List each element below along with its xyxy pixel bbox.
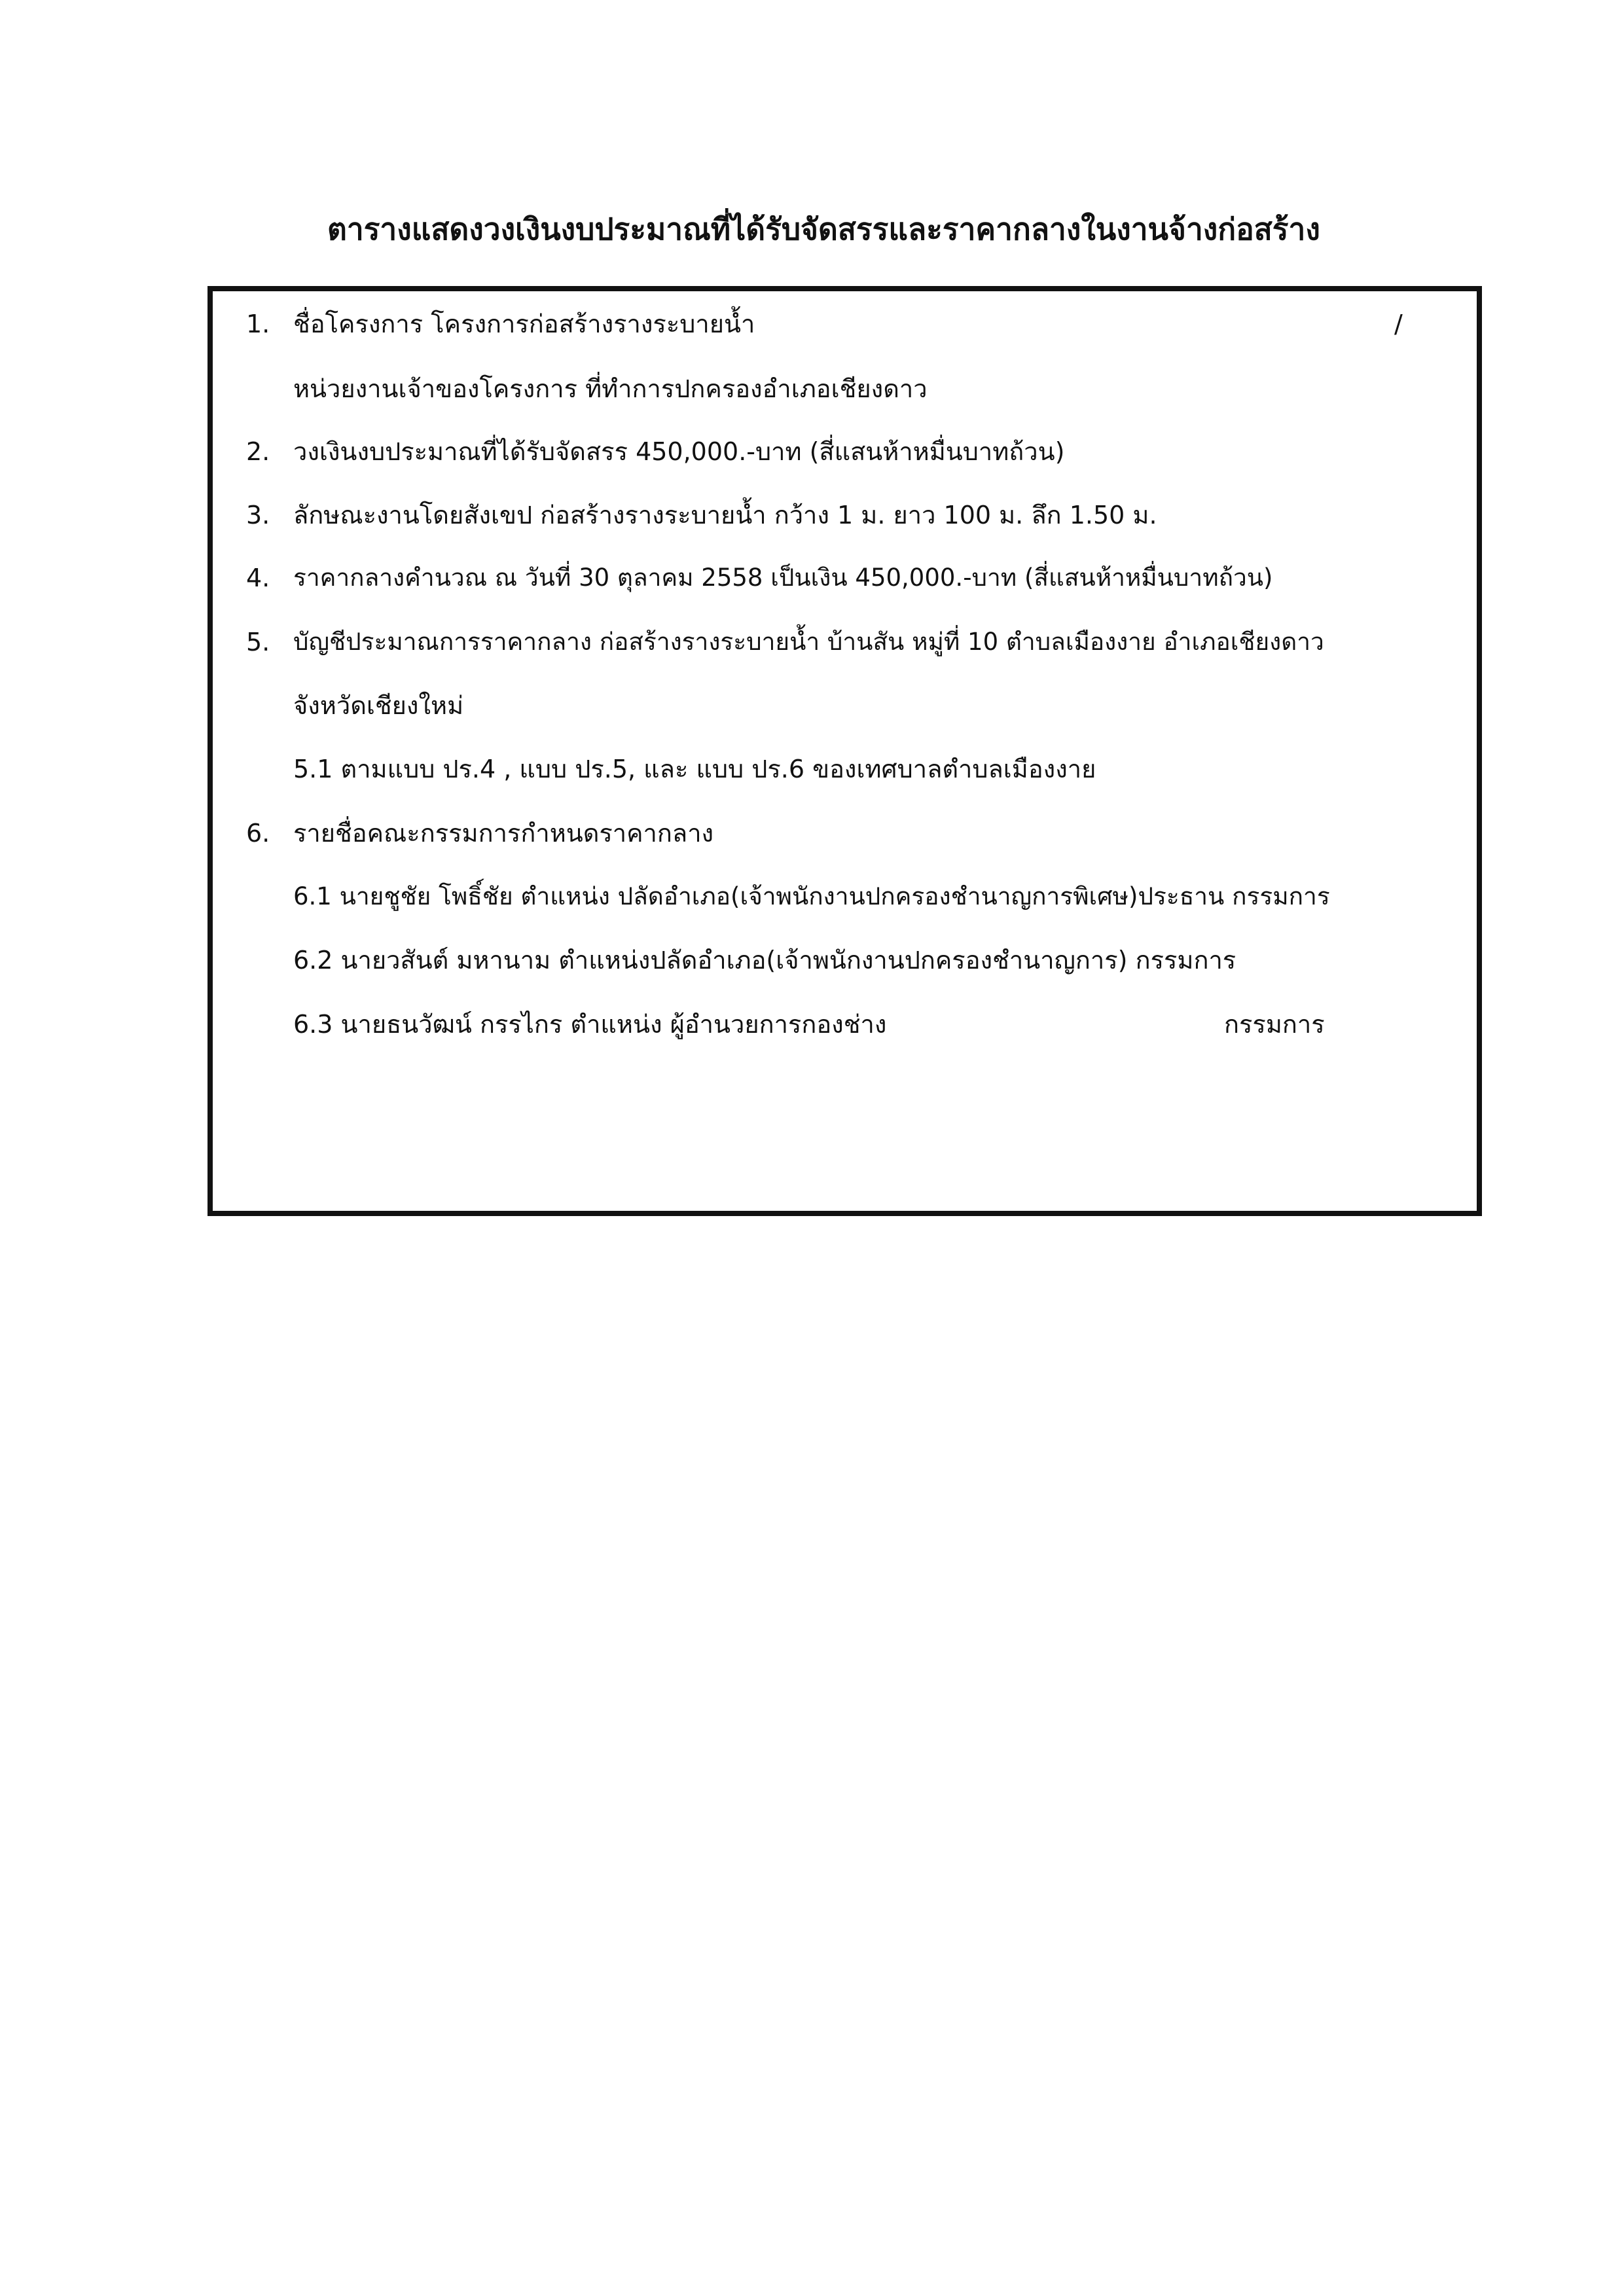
work-description: ลักษณะงานโดยสังเขป ก่อสร้างรางระบายน้ำ กว้าง 1 ม. ยาว 100 ม. ลึก 1.50 ม. — [293, 501, 1157, 529]
item-6-number: 6. — [246, 819, 270, 848]
estimate-forms: 5.1 ตามแบบ ปร.4 , แบบ ปร.5, และ แบบ ปร.6 ของเทศบาลตำบลเมืองงาย — [293, 755, 1096, 783]
project-owner: หน่วยงานเจ้าของโครงการ ที่ทำการปกครองอำเภอเชียงดาว — [293, 374, 928, 403]
cost-estimate-line-1: บัญชีประมาณการราคากลาง ก่อสร้างรางระบายน้ำ บ้านสัน หมู่ที่ 10 ตำบลเมืองงาย อำเภอเชียงดาว — [293, 628, 1324, 656]
committee-member-1: 6.1 นายชูชัย โพธิ์ชัย ตำแหน่ง ปลัดอำเภอ(เจ้าพนักงานปกครองชำนาญการพิเศษ)ประธาน กรรมการ — [293, 882, 1330, 910]
committee-member-2: 6.2 นายวสันต์ มหานาม ตำแหน่งปลัดอำเภอ(เจ้าพนักงานปกครองชำนาญการ) กรรมการ — [293, 946, 1236, 975]
item-1-number: 1. — [246, 310, 270, 338]
committee-member-3: 6.3 นายธนวัฒน์ กรรไกร ตำแหน่ง ผู้อำนวยการกองช่าง — [293, 1010, 887, 1039]
item-5-number: 5. — [246, 628, 270, 656]
document-title: ตารางแสดงวงเงินงบประมาณที่ได้รับจัดสรรและราคากลางในงานจ้างก่อสร้าง — [327, 211, 1320, 247]
budget-amount: วงเงินงบประมาณที่ได้รับจัดสรร 450,000.-บาท (สี่แสนห้าหมื่นบาทถ้วน) — [293, 437, 1065, 466]
committee-heading: รายชื่อคณะกรรมการกำหนดราคากลาง — [293, 819, 714, 848]
item-2-number: 2. — [246, 437, 270, 466]
cost-estimate-line-2: จังหวัดเชียงใหม่ — [293, 691, 464, 720]
slash-mark: / — [1394, 310, 1403, 338]
committee-member-3-role: กรรมการ — [1224, 1010, 1325, 1039]
median-price: ราคากลางคำนวณ ณ วันที่ 30 ตุลาคม 2558 เป็นเงิน 450,000.-บาท (สี่แสนห้าหมื่นบาทถ้วน) — [293, 564, 1273, 592]
project-name: ชื่อโครงการ โครงการก่อสร้างรางระบายน้ำ — [293, 310, 755, 338]
item-3-number: 3. — [246, 501, 270, 529]
item-4-number: 4. — [246, 564, 270, 592]
